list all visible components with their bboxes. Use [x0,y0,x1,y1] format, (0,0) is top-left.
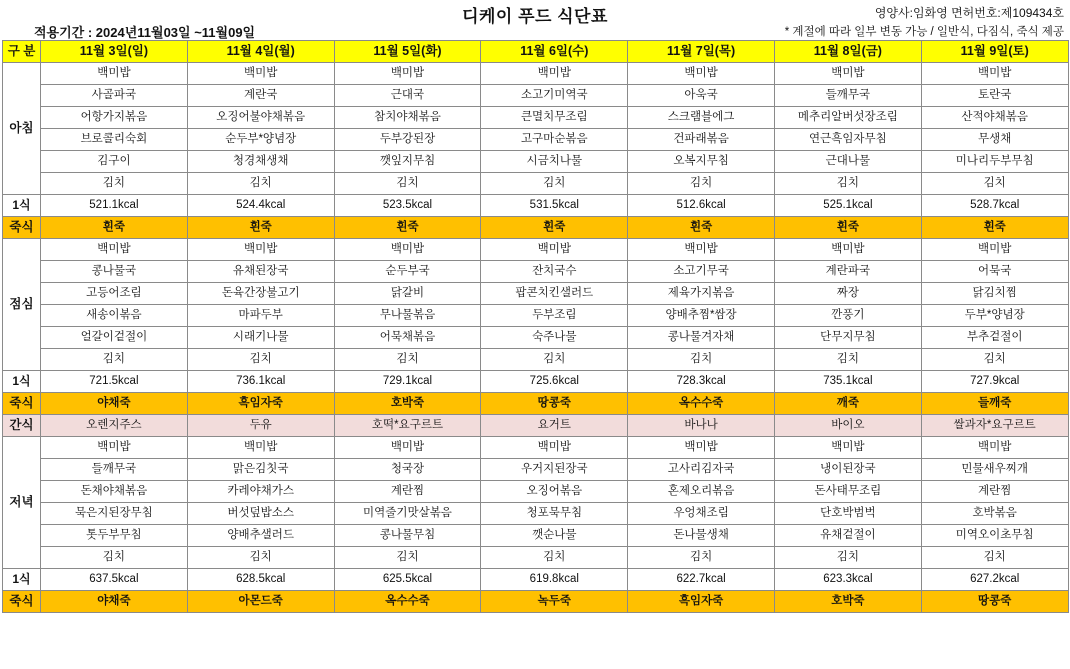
porridge-cell: 깨죽 [774,393,921,415]
menu-cell: 큰멸치무조림 [481,107,628,129]
table-row [3,349,1069,371]
porridge-cell: 땅콩죽 [921,591,1068,613]
menu-cell: 미역오이초무침 [921,525,1068,547]
kcal-cell: 627.2kcal [921,569,1068,591]
kcal-label: 1식 [3,569,41,591]
snack-cell: 오렌지주스 [41,415,188,437]
menu-cell: 청국장 [334,459,481,481]
day-header: 11월 7일(목) [628,41,775,63]
kcal-label: 1식 [3,195,41,217]
menu-cell: 참치야채볶음 [334,107,481,129]
page-title: 디케이 푸드 식단표 [462,7,608,26]
menu-cell: 어항가지볶음 [41,107,188,129]
porridge-label: 죽식 [3,591,41,613]
table-row [3,525,1069,547]
menu-cell: 순두부*양념장 [187,129,334,151]
menu-cell: 유채된장국 [187,261,334,283]
menu-cell: 콩나물국 [41,261,188,283]
menu-cell: 브로콜리숙회 [41,129,188,151]
menu-cell: 콩나물무침 [334,525,481,547]
menu-cell: 마파두부 [187,305,334,327]
menu-cell: 김치 [921,547,1068,569]
menu-cell: 백미밥 [481,437,628,459]
menu-cell: 닭갈비 [334,283,481,305]
menu-cell: 혼제오리볶음 [628,481,775,503]
porridge-cell: 흑임자죽 [628,591,775,613]
porridge-cell: 흰죽 [774,217,921,239]
porridge-cell: 옥수수죽 [628,393,775,415]
day-header: 11월 3일(일) [41,41,188,63]
menu-cell: 유채겉절이 [774,525,921,547]
menu-cell: 깻순나물 [481,525,628,547]
table-row [3,437,1069,459]
menu-cell: 돈사태무조림 [774,481,921,503]
porridge-row [3,393,1069,415]
menu-cell: 김치 [774,173,921,195]
menu-cell: 청경채생채 [187,151,334,173]
header-row [3,41,1069,63]
menu-cell: 들깨무국 [774,85,921,107]
menu-cell: 오복지무침 [628,151,775,173]
porridge-cell: 아몬드죽 [187,591,334,613]
kcal-row [3,371,1069,393]
kcal-cell: 524.4kcal [187,195,334,217]
menu-cell: 사골파국 [41,85,188,107]
period-label: 적용기간 : 2024년11월03일 ~11월09일 [34,25,256,40]
menu-cell: 연근흑임자무침 [774,129,921,151]
day-header: 11월 5일(화) [334,41,481,63]
menu-cell: 청포묵무침 [481,503,628,525]
table-row [3,239,1069,261]
menu-cell: 백미밥 [628,63,775,85]
menu-cell: 오징어불야채볶음 [187,107,334,129]
menu-cell: 제육가지볶음 [628,283,775,305]
menu-cell: 냉이된장국 [774,459,921,481]
menu-cell: 김치 [921,173,1068,195]
menu-cell: 김치 [334,349,481,371]
menu-cell: 돈나물생채 [628,525,775,547]
menu-cell: 계란국 [187,85,334,107]
table-row [3,503,1069,525]
kcal-row [3,195,1069,217]
page-header [0,0,1070,40]
kcal-cell: 736.1kcal [187,371,334,393]
porridge-cell: 흰죽 [921,217,1068,239]
kcal-cell: 623.3kcal [774,569,921,591]
menu-cell: 김치 [481,173,628,195]
menu-cell: 순두부국 [334,261,481,283]
menu-cell: 부추겉절이 [921,327,1068,349]
kcal-cell: 528.7kcal [921,195,1068,217]
menu-cell: 들깨무국 [41,459,188,481]
menu-cell: 돈채야채볶음 [41,481,188,503]
menu-cell: 계란찜 [334,481,481,503]
kcal-cell: 628.5kcal [187,569,334,591]
menu-cell: 백미밥 [774,437,921,459]
menu-cell: 계란찜 [921,481,1068,503]
menu-cell: 고사리김자국 [628,459,775,481]
kcal-cell: 728.3kcal [628,371,775,393]
menu-cell: 백미밥 [628,437,775,459]
porridge-cell: 들깨죽 [921,393,1068,415]
menu-cell: 백미밥 [921,63,1068,85]
meal-label-lunch: 점심 [3,239,41,371]
kcal-cell: 637.5kcal [41,569,188,591]
table-body [3,63,1069,613]
menu-cell: 백미밥 [628,239,775,261]
menu-cell: 짜장 [774,283,921,305]
kcal-cell: 625.5kcal [334,569,481,591]
menu-cell: 백미밥 [187,239,334,261]
snack-cell: 호떡*요구르트 [334,415,481,437]
menu-cell: 김치 [41,547,188,569]
kcal-cell: 619.8kcal [481,569,628,591]
porridge-cell: 흰죽 [41,217,188,239]
table-row [3,261,1069,283]
menu-cell: 잔치국수 [481,261,628,283]
day-header: 11월 9일(토) [921,41,1068,63]
corner-header: 구 분 [3,41,41,63]
menu-cell: 우거지된장국 [481,459,628,481]
menu-cell: 호박볶음 [921,503,1068,525]
menu-cell: 톳두부무침 [41,525,188,547]
porridge-cell: 흰죽 [334,217,481,239]
menu-cell: 백미밥 [481,239,628,261]
menu-cell: 백미밥 [334,437,481,459]
table-row [3,547,1069,569]
menu-cell: 양배추샐러드 [187,525,334,547]
menu-cell: 무생채 [921,129,1068,151]
menu-cell: 김치 [334,547,481,569]
snack-row [3,415,1069,437]
menu-cell: 우엉채조림 [628,503,775,525]
menu-cell: 근대나물 [774,151,921,173]
menu-cell: 김치 [41,173,188,195]
menu-cell: 단무지무침 [774,327,921,349]
porridge-cell: 옥수수죽 [334,591,481,613]
kcal-cell: 725.6kcal [481,371,628,393]
table-row [3,173,1069,195]
menu-cell: 돈육간장불고기 [187,283,334,305]
menu-cell: 양배추찜*쌈장 [628,305,775,327]
porridge-label: 죽식 [3,393,41,415]
menu-cell: 어묵채볶음 [334,327,481,349]
menu-cell: 토란국 [921,85,1068,107]
menu-cell: 소고기무국 [628,261,775,283]
kcal-label: 1식 [3,371,41,393]
menu-cell: 미나리두부무침 [921,151,1068,173]
kcal-cell: 721.5kcal [41,371,188,393]
kcal-cell: 622.7kcal [628,569,775,591]
porridge-cell: 흰죽 [628,217,775,239]
menu-cell: 미역줄기맛살볶음 [334,503,481,525]
porridge-cell: 녹두죽 [481,591,628,613]
menu-cell: 닭김치찜 [921,283,1068,305]
weekly-menu-table [2,40,1069,613]
kcal-cell: 525.1kcal [774,195,921,217]
table-row [3,63,1069,85]
menu-cell: 김치 [774,547,921,569]
menu-cell: 백미밥 [41,437,188,459]
menu-cell: 김치 [628,349,775,371]
kcal-cell: 521.1kcal [41,195,188,217]
porridge-cell: 흑임자죽 [187,393,334,415]
menu-cell: 새송이볶음 [41,305,188,327]
menu-cell: 깻잎지무침 [334,151,481,173]
menu-cell: 콩나물겨자채 [628,327,775,349]
menu-cell: 김구이 [41,151,188,173]
menu-cell: 김치 [481,547,628,569]
day-header: 11월 8일(금) [774,41,921,63]
menu-cell: 김치 [628,547,775,569]
table-row [3,129,1069,151]
menu-cell: 숙주나물 [481,327,628,349]
menu-cell: 백미밥 [921,437,1068,459]
menu-cell: 백미밥 [187,437,334,459]
table-row [3,327,1069,349]
menu-cell: 민물새우찌개 [921,459,1068,481]
kcal-cell: 523.5kcal [334,195,481,217]
porridge-row [3,591,1069,613]
menu-cell: 건파래볶음 [628,129,775,151]
kcal-cell: 735.1kcal [774,371,921,393]
meal-label-dinner: 저녁 [3,437,41,569]
snack-cell: 바나나 [628,415,775,437]
menu-cell: 계란파국 [774,261,921,283]
menu-cell: 스크램블에그 [628,107,775,129]
snack-cell: 요거트 [481,415,628,437]
meal-label-breakfast: 아침 [3,63,41,195]
kcal-cell: 512.6kcal [628,195,775,217]
menu-cell: 무나물볶음 [334,305,481,327]
menu-cell: 백미밥 [774,63,921,85]
menu-cell: 백미밥 [334,239,481,261]
snack-label: 간식 [3,415,41,437]
menu-cell: 카레야채가스 [187,481,334,503]
porridge-cell: 땅콩죽 [481,393,628,415]
menu-cell: 두부강된장 [334,129,481,151]
menu-cell: 김치 [334,173,481,195]
menu-cell: 깐풍기 [774,305,921,327]
kcal-cell: 727.9kcal [921,371,1068,393]
nutritionist-info: 영양사:임화영 면허번호:제109434호 [874,6,1064,20]
porridge-cell: 흰죽 [187,217,334,239]
menu-cell: 묵은지된장무침 [41,503,188,525]
menu-cell: 산적야채볶음 [921,107,1068,129]
menu-cell: 고구마순볶음 [481,129,628,151]
menu-cell: 김치 [628,173,775,195]
menu-cell: 두부조림 [481,305,628,327]
menu-cell: 김치 [774,349,921,371]
table-row [3,151,1069,173]
menu-cell: 김치 [481,349,628,371]
menu-cell: 시금치나물 [481,151,628,173]
menu-cell: 버섯덮밥소스 [187,503,334,525]
porridge-cell: 호박죽 [774,591,921,613]
day-header: 11월 4일(월) [187,41,334,63]
table-row [3,85,1069,107]
menu-cell: 아욱국 [628,85,775,107]
kcal-cell: 531.5kcal [481,195,628,217]
menu-cell: 백미밥 [334,63,481,85]
menu-cell: 단호박범벅 [774,503,921,525]
menu-cell: 김치 [187,547,334,569]
snack-cell: 쌀과자*요구르트 [921,415,1068,437]
table-row [3,283,1069,305]
menu-cell: 백미밥 [481,63,628,85]
menu-cell: 백미밥 [41,63,188,85]
kcal-cell: 729.1kcal [334,371,481,393]
menu-cell: 백미밥 [921,239,1068,261]
menu-cell: 고등어조림 [41,283,188,305]
porridge-cell: 야채죽 [41,591,188,613]
menu-cell: 시래기나물 [187,327,334,349]
menu-cell: 얼갈이겉절이 [41,327,188,349]
table-row [3,107,1069,129]
porridge-row [3,217,1069,239]
menu-cell: 오징어볶음 [481,481,628,503]
menu-cell: 팝콘치킨샐러드 [481,283,628,305]
menu-cell: 백미밥 [774,239,921,261]
menu-cell: 김치 [41,349,188,371]
snack-cell: 바이오 [774,415,921,437]
menu-cell: 메추리알버섯장조림 [774,107,921,129]
table-header [3,41,1069,63]
day-header: 11월 6일(수) [481,41,628,63]
menu-cell: 김치 [187,349,334,371]
menu-cell: 두부*양념장 [921,305,1068,327]
menu-cell: 김치 [187,173,334,195]
porridge-cell: 호박죽 [334,393,481,415]
porridge-cell: 흰죽 [481,217,628,239]
menu-cell: 백미밥 [41,239,188,261]
kcal-row [3,569,1069,591]
menu-cell: 소고기미역국 [481,85,628,107]
porridge-label: 죽식 [3,217,41,239]
table-row [3,459,1069,481]
table-row [3,481,1069,503]
menu-cell: 근대국 [334,85,481,107]
footnote: * 계절에 따라 일부 변동 가능 / 일반식, 다짐식, 죽식 제공 [784,26,1064,38]
menu-cell: 맑은김칫국 [187,459,334,481]
menu-cell: 어묵국 [921,261,1068,283]
table-row [3,305,1069,327]
snack-cell: 두유 [187,415,334,437]
menu-cell: 백미밥 [187,63,334,85]
menu-cell: 김치 [921,349,1068,371]
porridge-cell: 야채죽 [41,393,188,415]
